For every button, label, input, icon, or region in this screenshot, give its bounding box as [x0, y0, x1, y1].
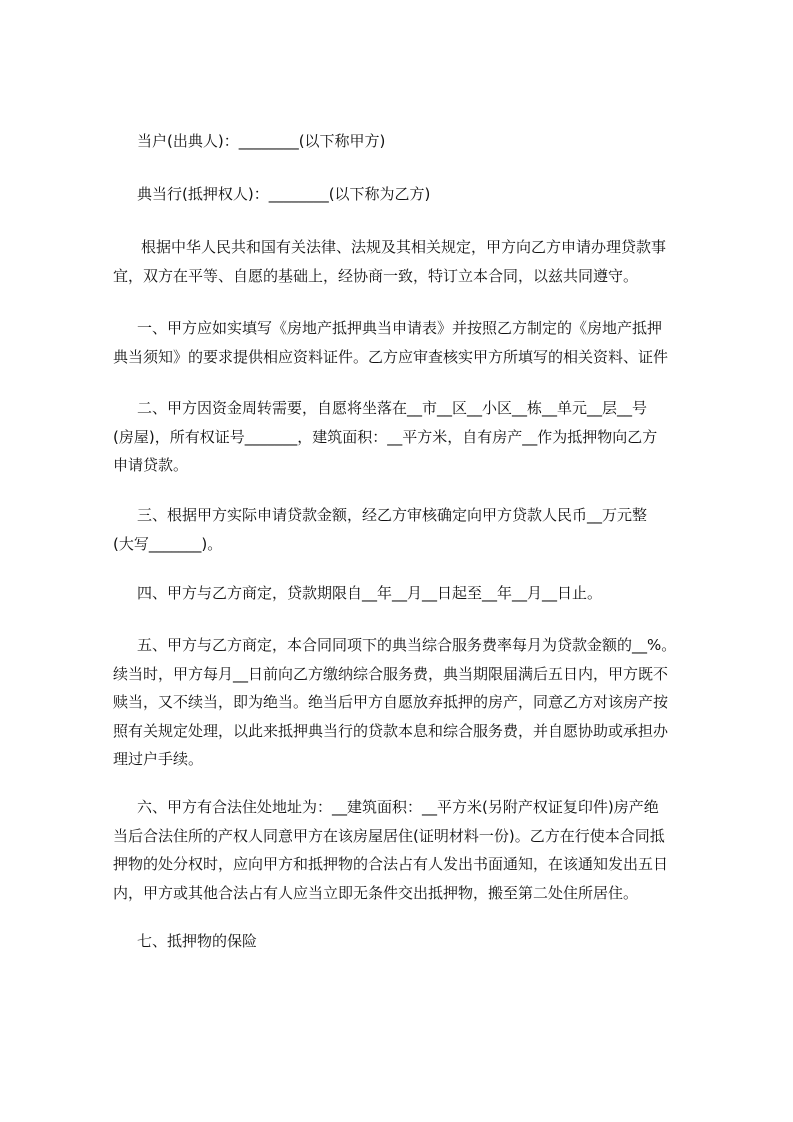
party-b-text: 典当行(抵押权人)：________(以下称为乙方)	[137, 185, 431, 203]
clause-4-line: 四、甲方与乙方商定，贷款期限自__年__月__日起至__年__月__日止。	[137, 584, 603, 602]
clause-6-line: 当后合法住所的产权人同意甲方在该房屋居住(证明材料一份)。乙方在行使本合同抵	[113, 826, 665, 845]
clause-5-line: 照有关规定处理，以此来抵押典当行的贷款本息和综合服务费，并自愿协助或承担办	[113, 721, 669, 740]
clause-7-paragraph	[113, 927, 683, 956]
clause-3-line: 三、根据甲方实际申请贷款金额，经乙方审核确定向甲方贷款人民币__万元整	[137, 506, 648, 524]
clause-1-line: 一、甲方应如实填写《房地产抵押典当申请表》并按照乙方制定的《房地产抵押	[137, 319, 663, 337]
clause-2-line: 二、甲方因资金周转需要，自愿将坐落在__市__区__小区__栋__单元__层__号	[137, 399, 648, 417]
clause-1-line: 典当须知》的要求提供相应资料证件。乙方应审查核实甲方所填写的相关资料、证件	[113, 347, 669, 366]
clause-3-line: (大写_______)。	[113, 534, 223, 553]
clause-7-heading: 七、抵押物的保险	[137, 932, 258, 950]
clause-6-line: 内，甲方或其他合法占有人应当立即无条件交出抵押物，搬至第二处住所居住。	[113, 883, 639, 902]
clause-5-line: 赎当，又不续当，即为绝当。绝当后甲方自愿放弃抵押的房产，同意乙方对该房产按	[113, 693, 669, 711]
preamble-line: 宜，双方在平等、自愿的基础上，经协商一致，特订立本合同，以兹共同遵守。	[113, 266, 639, 285]
clause-5-paragraph	[113, 631, 683, 774]
party-a-text: 当户(出典人)：________(以下称甲方)	[137, 132, 386, 150]
preamble-paragraph	[113, 233, 683, 290]
clause-3-paragraph	[113, 501, 683, 558]
party-a-line	[113, 127, 707, 156]
clause-2-paragraph	[113, 394, 683, 480]
clause-4-paragraph	[113, 579, 683, 608]
party-b-line	[113, 180, 707, 209]
clause-6-line: 押物的处分权时，应向甲方和抵押物的合法占有人发出书面通知，在该通知发出五日	[113, 855, 669, 873]
clause-5-line: 五、甲方与乙方商定，本合同同项下的典当综合服务费率每月为贷款金额的__%。	[137, 636, 677, 654]
clause-2-line: 申请贷款。	[113, 456, 189, 474]
clause-5-line: 理过户手续。	[113, 750, 204, 768]
clause-2-line: (房屋)，所有权证号_______，建筑面积：__平方米，自有房产__作为抵押物向乙方	[113, 427, 658, 446]
clause-6-line: 六、甲方有合法住处地址为：__建筑面积：__平方米(另附产权证复印件)房产绝	[137, 798, 659, 816]
clause-1-paragraph	[113, 314, 683, 371]
clause-5-line: 续当时，甲方每月__日前向乙方缴纳综合服务费，典当期限届满后五日内，甲方既不	[113, 664, 669, 683]
clause-6-paragraph	[113, 793, 683, 907]
preamble-line: 根据中华人民共和国有关法律、法规及其相关规定，甲方向乙方申请办理贷款事	[141, 238, 667, 256]
